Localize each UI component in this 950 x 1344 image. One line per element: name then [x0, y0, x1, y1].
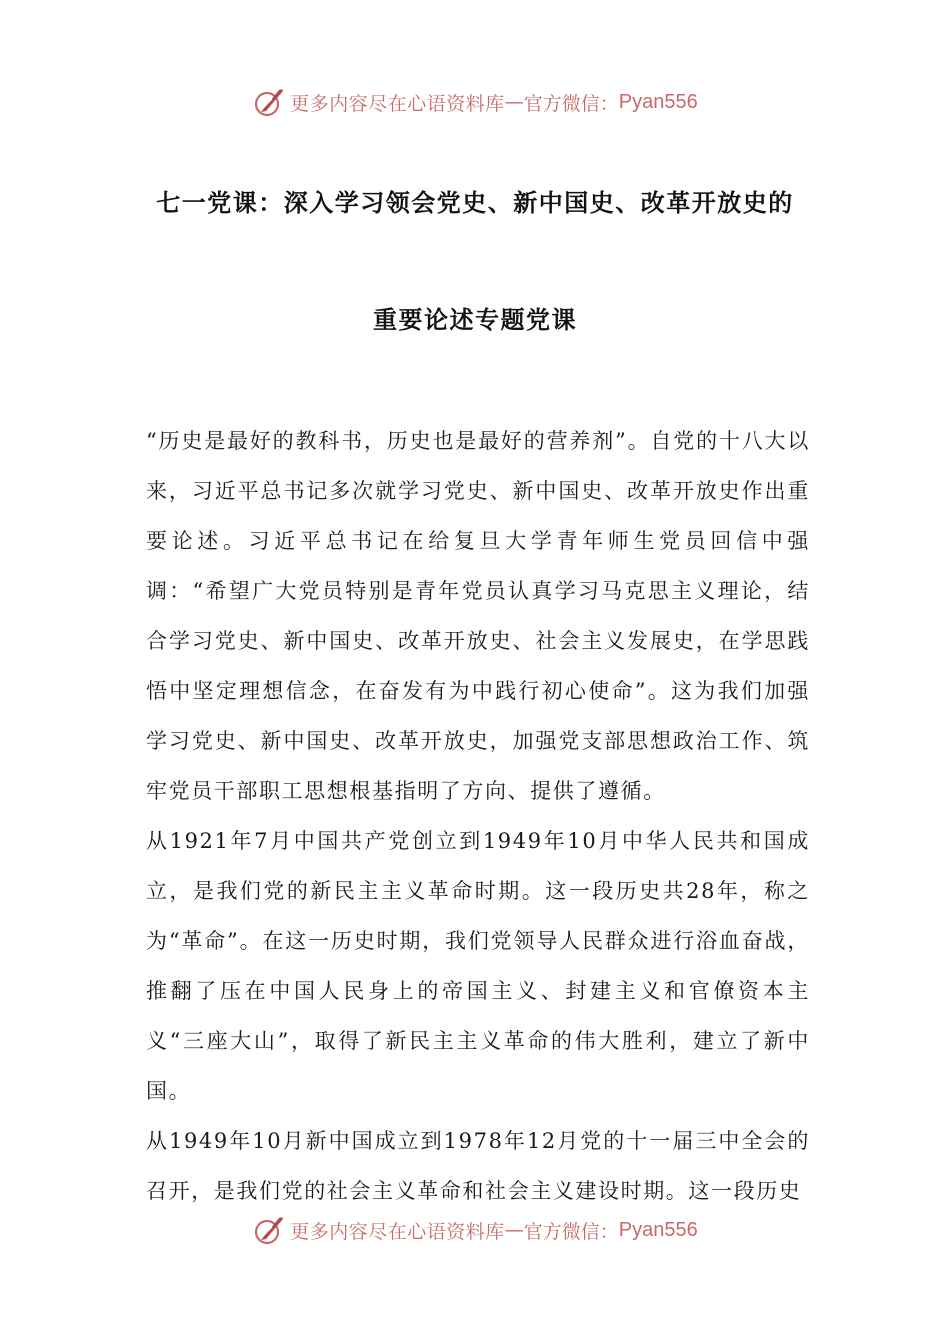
feather-pen-logo-icon — [252, 85, 286, 119]
header-separator: — — [504, 91, 524, 113]
document-body — [146, 416, 810, 1216]
header-watermark — [0, 82, 950, 122]
footer-watermark — [0, 1210, 950, 1250]
body-paragraph: “历史是最好的教科书，历史也是最好的营养剂”。自党的十八大以来，习近平总书记多次就学习党史、新中国史、改革开放史作出重要论述。习近平总书记在给复旦大学青年师生党员回信中强调：“希望广大党员特别是青年党员认真学习马克思主义理论，结合学习党史、新中国史、改革开放史、社会主义发展史，在学思践悟中坚定理想信念，在奋发有为中践行初心使命”。这为我们加强学习党史、新中国史、改革开放史，加强党支部思想政治工作、筑牢党员干部职工思想根基指明了方向、提供了遵循。 — [146, 429, 810, 803]
feather-pen-logo-icon — [252, 1213, 286, 1247]
body-paragraph: 从1921年7月中国共产党创立到1949年10月中华人民共和国成立，是我们党的新民主主义革命时期。这一段历史共28年，称之为“革命”。在这一历史时期，我们党领导人民群众进行浴血奋战，推翻了压在中国人民身上的帝国主义、封建主义和官僚资本主义“三座大山”，取得了新民主主义革命的伟大胜利，建立了新中国。 — [146, 829, 810, 1103]
footer-brand-text: 更多内容尽在心语资料库 — [290, 1220, 505, 1243]
footer-wechat-handle: Pyan556 — [618, 1218, 698, 1241]
footer-wechat-label: 官方微信： — [523, 1220, 619, 1243]
page-title-line-2: 重要论述专题党课 — [373, 306, 577, 334]
footer-separator: — — [504, 1219, 524, 1241]
body-paragraph: 从1949年10月新中国成立到1978年12月党的十一届三中全会的召开，是我们党的社会主义革命和社会主义建设时期。这一段历史 — [146, 1129, 810, 1203]
header-wechat-handle: Pyan556 — [618, 90, 698, 113]
header-wechat-label: 官方微信： — [523, 92, 619, 115]
header-brand-text: 更多内容尽在心语资料库 — [290, 92, 505, 115]
page-title-line-1: 七一党课：深入学习领会党史、新中国史、改革开放史的 — [156, 189, 794, 217]
